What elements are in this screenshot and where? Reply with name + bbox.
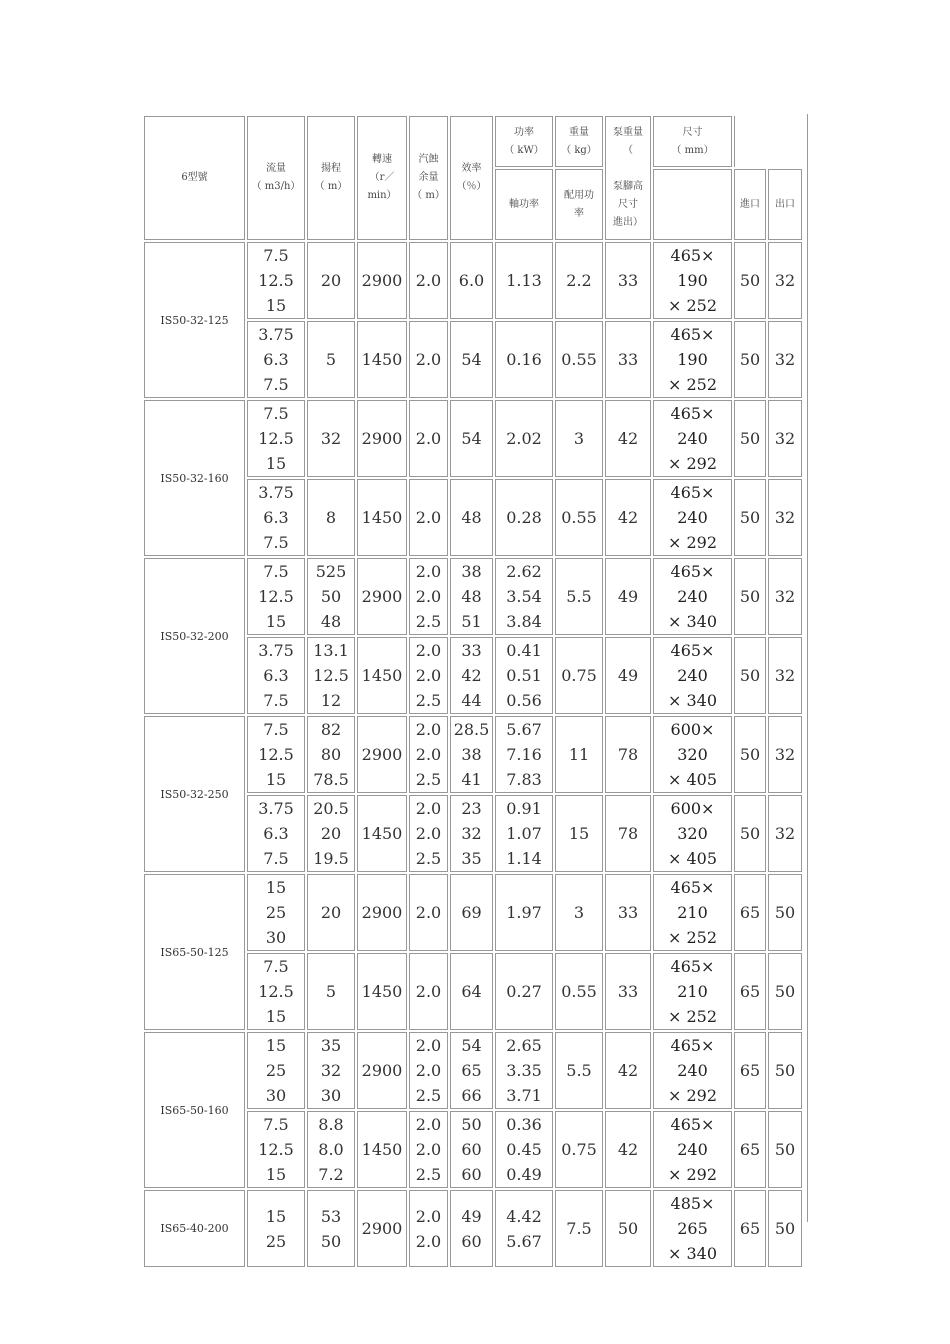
table-row: [144, 400, 802, 477]
weight-cell: 78: [605, 716, 651, 793]
header-model: 6型號: [144, 116, 245, 240]
model-cell: IS50-32-200: [144, 558, 245, 714]
inlet-cell: 50: [734, 400, 766, 477]
weight-cell: 50: [605, 1190, 651, 1267]
npsh-cell: 2.0 2.0 2.5: [409, 716, 448, 793]
page-right-rule: [807, 114, 808, 1222]
table-row: [144, 558, 802, 635]
header-power: 功率 （ kW）: [495, 116, 553, 167]
power-cell: 5.67 7.16 7.83: [495, 716, 553, 793]
dims-cell: 600× 320 × 405: [653, 795, 732, 872]
head-cell: 82 80 78.5: [307, 716, 355, 793]
outlet-cell: 32: [768, 795, 802, 872]
header-efficiency: 效率 （％）: [450, 116, 493, 240]
header-speed: 轉速 （r／ min）: [357, 116, 407, 240]
dims-cell: 485× 265 × 340: [653, 1190, 732, 1267]
speed-cell: 2900: [357, 242, 407, 319]
speed-cell: 2900: [357, 716, 407, 793]
inlet-cell: 50: [734, 242, 766, 319]
npsh-cell: 2.0 2.0 2.5: [409, 1032, 448, 1109]
pump-spec-table: [142, 114, 804, 1269]
npsh-cell: 2.0: [409, 479, 448, 556]
head-cell: 5: [307, 953, 355, 1030]
dims-cell: 465× 240 × 292: [653, 1111, 732, 1188]
motor-cell: 0.55: [555, 479, 603, 556]
weight-cell: 33: [605, 953, 651, 1030]
header-row-1: [144, 116, 802, 167]
power-cell: 2.62 3.54 3.84: [495, 558, 553, 635]
table-row: [144, 242, 802, 319]
eff-cell: 54: [450, 400, 493, 477]
inlet-cell: 65: [734, 874, 766, 951]
motor-cell: 0.75: [555, 637, 603, 714]
eff-cell: 54: [450, 321, 493, 398]
inlet-cell: 50: [734, 795, 766, 872]
motor-cell: 5.5: [555, 558, 603, 635]
dims-cell: 465× 210 × 252: [653, 874, 732, 951]
weight-cell: 33: [605, 874, 651, 951]
flow-cell: 3.75 6.3 7.5: [247, 795, 305, 872]
npsh-cell: 2.0: [409, 321, 448, 398]
eff-cell: 33 42 44: [450, 637, 493, 714]
inlet-cell: 50: [734, 558, 766, 635]
head-cell: 5: [307, 321, 355, 398]
flow-cell: 7.5 12.5 15: [247, 400, 305, 477]
header-inlet: 進口: [734, 169, 766, 240]
npsh-cell: 2.0: [409, 400, 448, 477]
npsh-cell: 2.0: [409, 874, 448, 951]
inlet-cell: 50: [734, 716, 766, 793]
motor-cell: 3: [555, 400, 603, 477]
eff-cell: 6.0: [450, 242, 493, 319]
model-cell: IS50-32-250: [144, 716, 245, 872]
speed-cell: 1450: [357, 479, 407, 556]
head-cell: 20: [307, 874, 355, 951]
power-cell: 0.28: [495, 479, 553, 556]
head-cell: 20.5 20 19.5: [307, 795, 355, 872]
head-cell: 35 32 30: [307, 1032, 355, 1109]
power-cell: 4.42 5.67: [495, 1190, 553, 1267]
header-flow: 流量 （ m3/h）: [247, 116, 305, 240]
flow-cell: 15 25 30: [247, 1032, 305, 1109]
flow-cell: 7.5 12.5 15: [247, 953, 305, 1030]
inlet-cell: 65: [734, 1032, 766, 1109]
inlet-cell: 65: [734, 1190, 766, 1267]
speed-cell: 2900: [357, 558, 407, 635]
head-cell: 525 50 48: [307, 558, 355, 635]
eff-cell: 28.5 38 41: [450, 716, 493, 793]
dims-cell: 465× 190 × 252: [653, 242, 732, 319]
npsh-cell: 2.0: [409, 953, 448, 1030]
eff-cell: 23 32 35: [450, 795, 493, 872]
inlet-cell: 50: [734, 321, 766, 398]
outlet-cell: 50: [768, 1190, 802, 1267]
power-cell: 1.13: [495, 242, 553, 319]
dims-cell: 465× 240 × 292: [653, 479, 732, 556]
outlet-cell: 50: [768, 1111, 802, 1188]
power-cell: 0.27: [495, 953, 553, 1030]
outlet-cell: 50: [768, 953, 802, 1030]
dims-cell: 465× 190 × 252: [653, 321, 732, 398]
speed-cell: 2900: [357, 400, 407, 477]
weight-cell: 42: [605, 400, 651, 477]
power-cell: 2.65 3.35 3.71: [495, 1032, 553, 1109]
flow-cell: 7.5 12.5 15: [247, 242, 305, 319]
motor-cell: 2.2: [555, 242, 603, 319]
dims-cell: 600× 320 × 405: [653, 716, 732, 793]
weight-cell: 42: [605, 479, 651, 556]
power-cell: 0.36 0.45 0.49: [495, 1111, 553, 1188]
weight-cell: 49: [605, 558, 651, 635]
speed-cell: 1450: [357, 1111, 407, 1188]
outlet-cell: 32: [768, 558, 802, 635]
head-cell: 20: [307, 242, 355, 319]
outlet-cell: 32: [768, 242, 802, 319]
motor-cell: 11: [555, 716, 603, 793]
weight-cell: 78: [605, 795, 651, 872]
dims-cell: 465× 240 × 340: [653, 637, 732, 714]
eff-cell: 69: [450, 874, 493, 951]
header-head: 揚程 （ m）: [307, 116, 355, 240]
flow-cell: 7.5 12.5 15: [247, 716, 305, 793]
flow-cell: 7.5 12.5 15: [247, 1111, 305, 1188]
inlet-cell: 50: [734, 637, 766, 714]
dims-cell: 465× 240 × 292: [653, 1032, 732, 1109]
power-cell: 1.97: [495, 874, 553, 951]
motor-cell: 3: [555, 874, 603, 951]
head-cell: 32: [307, 400, 355, 477]
inlet-cell: 50: [734, 479, 766, 556]
head-cell: 53 50: [307, 1190, 355, 1267]
dims-cell: 465× 240 × 292: [653, 400, 732, 477]
speed-cell: 1450: [357, 637, 407, 714]
speed-cell: 2900: [357, 874, 407, 951]
inlet-cell: 65: [734, 1111, 766, 1188]
eff-cell: 38 48 51: [450, 558, 493, 635]
model-cell: IS50-32-160: [144, 400, 245, 556]
weight-cell: 33: [605, 242, 651, 319]
power-cell: 0.91 1.07 1.14: [495, 795, 553, 872]
motor-cell: 0.75: [555, 1111, 603, 1188]
weight-cell: 42: [605, 1032, 651, 1109]
dims-cell: 465× 240 × 340: [653, 558, 732, 635]
motor-cell: 5.5: [555, 1032, 603, 1109]
npsh-cell: 2.0 2.0 2.5: [409, 1111, 448, 1188]
npsh-cell: 2.0: [409, 242, 448, 319]
header-size: 尺寸 （ mm）: [653, 116, 732, 167]
speed-cell: 2900: [357, 1032, 407, 1109]
eff-cell: 48: [450, 479, 493, 556]
npsh-cell: 2.0 2.0 2.5: [409, 637, 448, 714]
table-row: [144, 716, 802, 793]
header-blank: [734, 116, 802, 167]
motor-cell: 7.5: [555, 1190, 603, 1267]
inlet-cell: 65: [734, 953, 766, 1030]
outlet-cell: 32: [768, 479, 802, 556]
outlet-cell: 50: [768, 1032, 802, 1109]
eff-cell: 50 60 60: [450, 1111, 493, 1188]
speed-cell: 1450: [357, 321, 407, 398]
head-cell: 8: [307, 479, 355, 556]
flow-cell: 7.5 12.5 15: [247, 558, 305, 635]
outlet-cell: 32: [768, 400, 802, 477]
power-cell: 2.02: [495, 400, 553, 477]
header-outlet: 出口: [768, 169, 802, 240]
table-row: [144, 1032, 802, 1109]
header-pump-weight: 泵重量 （ 泵腳高 尺寸 進出）: [605, 116, 651, 240]
motor-cell: 15: [555, 795, 603, 872]
outlet-cell: 32: [768, 321, 802, 398]
outlet-cell: 32: [768, 637, 802, 714]
outlet-cell: 32: [768, 716, 802, 793]
header-weight-motor: 配用功 率: [555, 169, 603, 240]
weight-cell: 49: [605, 637, 651, 714]
eff-cell: 49 60: [450, 1190, 493, 1267]
outlet-cell: 50: [768, 874, 802, 951]
table-row: [144, 874, 802, 951]
speed-cell: 1450: [357, 953, 407, 1030]
speed-cell: 1450: [357, 795, 407, 872]
power-cell: 0.41 0.51 0.56: [495, 637, 553, 714]
flow-cell: 3.75 6.3 7.5: [247, 479, 305, 556]
flow-cell: 3.75 6.3 7.5: [247, 637, 305, 714]
head-cell: 8.8 8.0 7.2: [307, 1111, 355, 1188]
npsh-cell: 2.0 2.0: [409, 1190, 448, 1267]
flow-cell: 15 25: [247, 1190, 305, 1267]
eff-cell: 64: [450, 953, 493, 1030]
model-cell: IS65-50-125: [144, 874, 245, 1030]
header-npsh: 汽蝕 余量 （ m）: [409, 116, 448, 240]
npsh-cell: 2.0 2.0 2.5: [409, 795, 448, 872]
model-cell: IS65-40-200: [144, 1190, 245, 1267]
header-weight: 重量 （ kg）: [555, 116, 603, 167]
power-cell: 0.16: [495, 321, 553, 398]
table-row: [144, 1190, 802, 1267]
flow-cell: 3.75 6.3 7.5: [247, 321, 305, 398]
head-cell: 13.1 12.5 12: [307, 637, 355, 714]
npsh-cell: 2.0 2.0 2.5: [409, 558, 448, 635]
model-cell: IS65-50-160: [144, 1032, 245, 1188]
flow-cell: 15 25 30: [247, 874, 305, 951]
model-cell: IS50-32-125: [144, 242, 245, 398]
dims-cell: 465× 210 × 252: [653, 953, 732, 1030]
weight-cell: 33: [605, 321, 651, 398]
motor-cell: 0.55: [555, 953, 603, 1030]
header-size-sub: [653, 169, 732, 240]
motor-cell: 0.55: [555, 321, 603, 398]
eff-cell: 54 65 66: [450, 1032, 493, 1109]
header-power-shaft: 軸功率: [495, 169, 553, 240]
speed-cell: 2900: [357, 1190, 407, 1267]
pump-spec-sheet: [142, 114, 804, 1269]
weight-cell: 42: [605, 1111, 651, 1188]
